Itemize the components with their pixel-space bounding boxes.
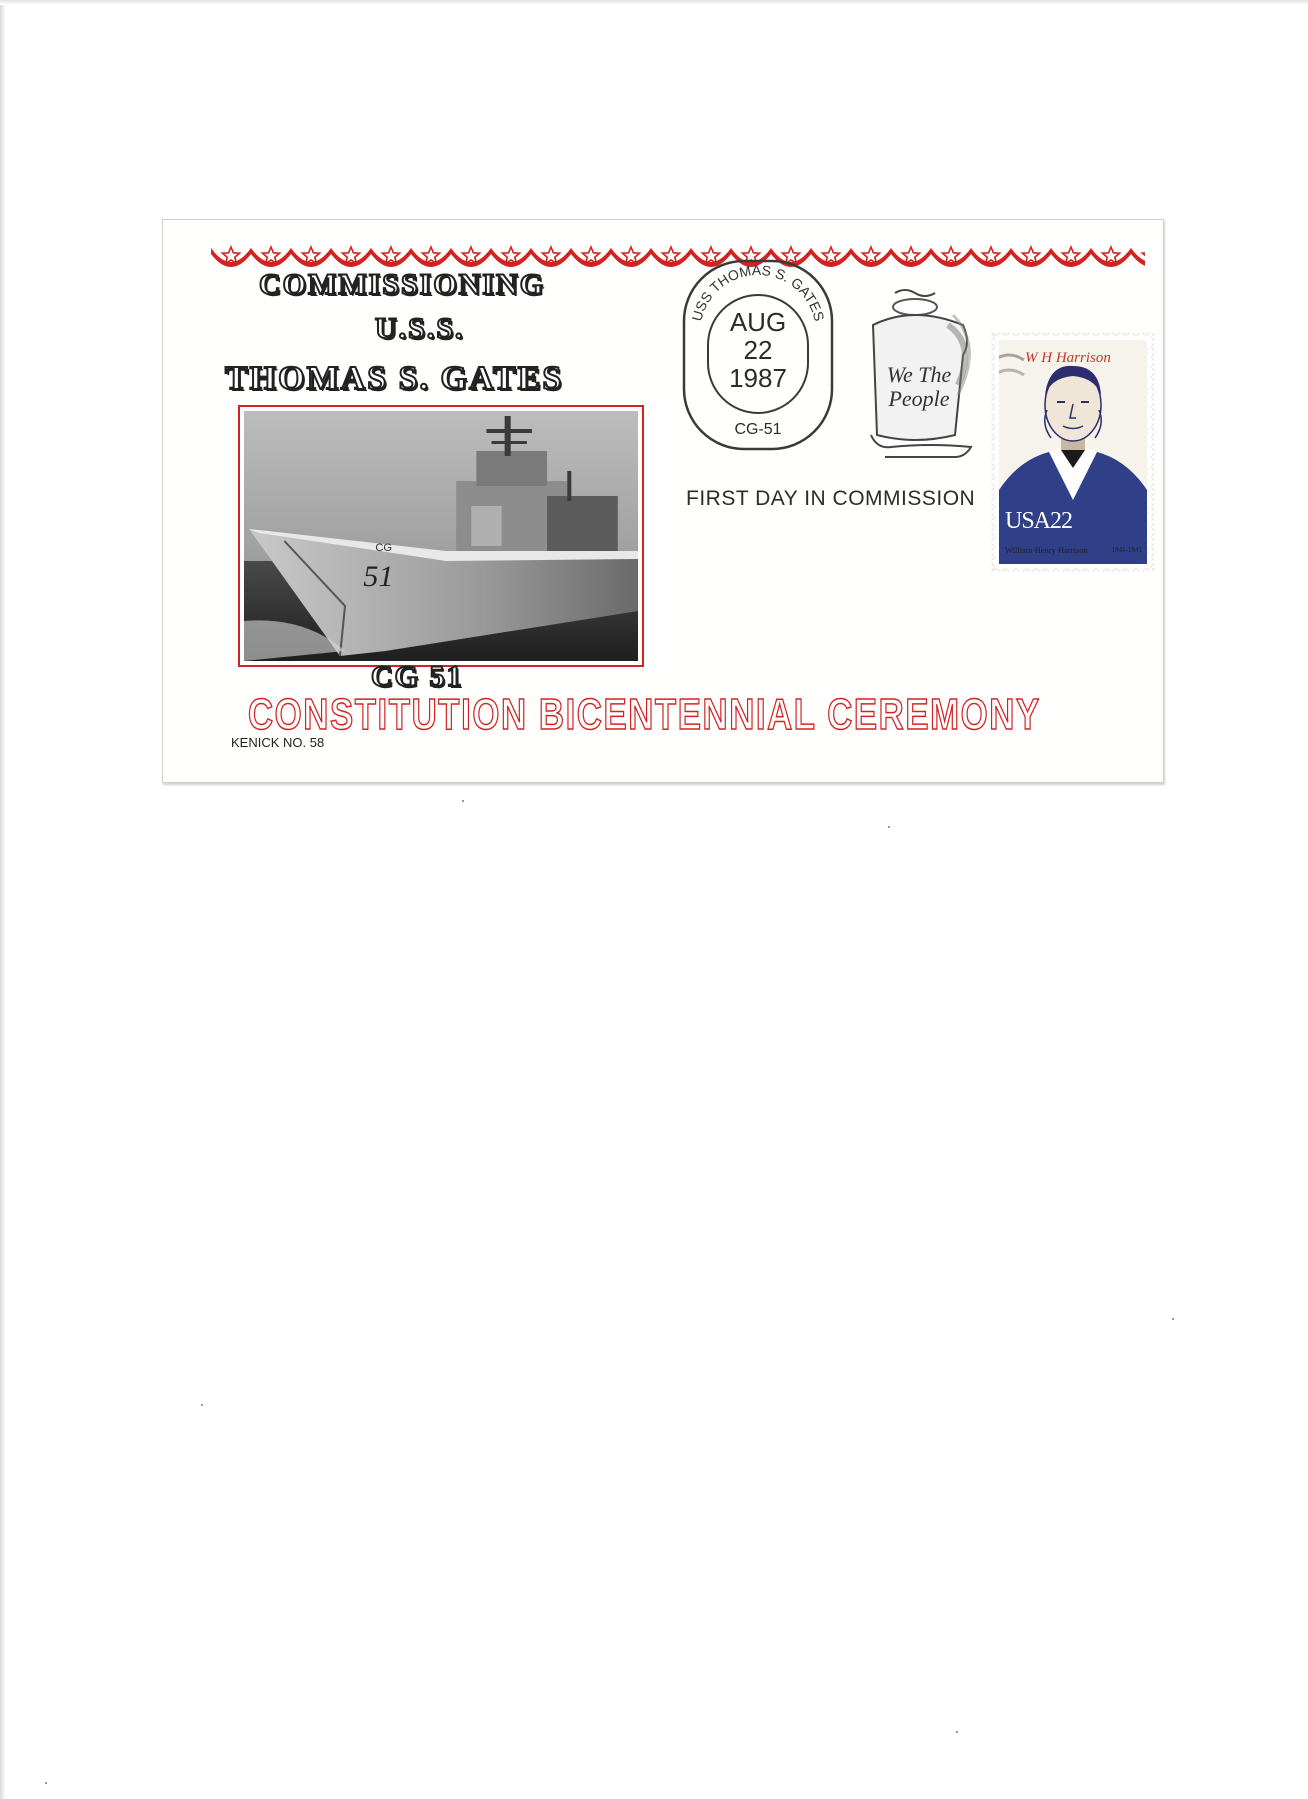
scan-speck — [888, 826, 890, 828]
title-ship-name: THOMAS S. GATES — [225, 360, 564, 397]
postmark-day: 22 — [743, 335, 773, 365]
banner-swag — [1131, 248, 1145, 267]
stamp-subject-name: William Henry Harrison — [1005, 545, 1088, 555]
postmark-ring-text: USS THOMAS S. GATES — [688, 261, 828, 323]
stamp-years: 1841-1841 — [1111, 546, 1142, 554]
title-uss: U.S.S. — [375, 312, 465, 345]
stamp-signature: W H Harrison — [1025, 350, 1111, 366]
scan-speck — [462, 800, 464, 802]
scan-speck — [956, 1731, 958, 1733]
ship-bow-letters: CG — [375, 542, 392, 554]
scroll-text-line2: People — [888, 386, 950, 411]
stamp-design — [999, 340, 1147, 564]
ship-photo — [238, 405, 644, 667]
postmark-year: 1987 — [729, 363, 787, 393]
scan-edge-top — [0, 0, 1308, 5]
scan-speck — [45, 1782, 47, 1784]
postmark-bottom: CG-51 — [734, 421, 782, 438]
we-the-people-scroll — [853, 285, 983, 460]
postmark-month: AUG — [729, 307, 787, 337]
title-commissioning: COMMISSIONING — [259, 268, 546, 301]
ceremony-title: CONSTITUTION BICENTENNIAL CEREMONY — [248, 690, 1041, 739]
postmark — [678, 255, 838, 455]
scan-edge-left — [0, 0, 6, 1799]
scan-speck — [1172, 1318, 1174, 1320]
ship-bow-number: 51 — [363, 559, 394, 593]
scan-speck — [201, 1404, 203, 1406]
scroll-text-line1: We The — [886, 362, 952, 387]
envelope-cover — [162, 219, 1164, 783]
postage-stamp — [991, 332, 1155, 572]
hull-designation: CG 51 — [371, 660, 464, 693]
stamp-denomination: USA22 — [1005, 508, 1073, 534]
cachet-number: KENICK NO. 58 — [231, 735, 325, 750]
postmark-slogan: FIRST DAY IN COMMISSION — [686, 487, 976, 510]
